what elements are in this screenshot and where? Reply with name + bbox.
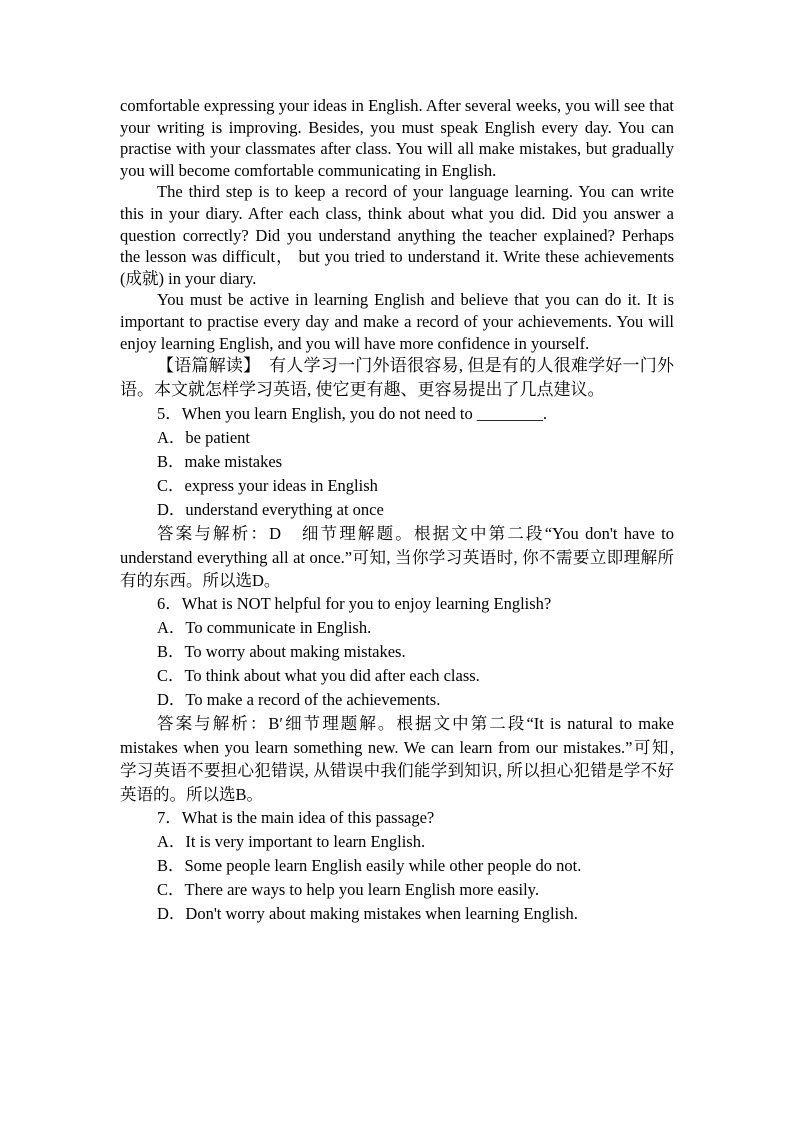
option: B．To worry about making mistakes. [157,642,406,662]
question-stem: 7．What is the main idea of this passage? [157,807,435,827]
answer-explanation: 答案与解析：D 细节理解题。根据文中第二段“You don't have to understand everything all at once.”可知, 当你学习英语时, 你不需要立即理解所有的东西。所以选D。 [120,524,674,590]
document-page [120,95,674,926]
option: C．To think about what you did after each class. [157,666,480,686]
question-stem: 5．When you learn English, you do not need to ________. [157,404,547,424]
option: D．Don't worry about making mistakes when learning English. [157,903,578,923]
option: A．be patient [157,428,251,448]
option: B．make mistakes [157,452,283,472]
option: C．express your ideas in English [157,476,378,496]
answer-explanation: 答案与解析：B′细节理题解。根据文中第二段“It is natural to make mistakes when you learn something new. We can learn from our mistakes.”可知, 学习英语不要担心犯错误, 从错误中我们能学到知识, 所以担心犯错是学不好英语的。所以选B。 [120,714,674,804]
option: D．understand everything at once [157,500,384,520]
passage-analysis: 【语篇解读】 有人学习一门外语很容易, 但是有的人很难学好一门外语。本文就怎样学习英语, 使它更有趣、更容易提出了几点建议。 [120,356,674,400]
option: A．It is very important to learn English. [157,831,426,851]
option: B．Some people learn English easily while other people do not. [157,855,582,875]
option: A．To communicate in English. [157,618,372,638]
passage-paragraph: You must be active in learning English and believe that you can do it. It is important to practise every day and make a record of your achievements. You will enjoy learning English, and you will have more confidence in yourself. [120,290,674,353]
option: D．To make a record of the achievements. [157,690,441,710]
passage-paragraph: comfortable expressing your ideas in English. After several weeks, you will see that your writing is improving. Besides, you must speak English every day. You can practise with your classmates after class. You will all make mistakes, but gradually you will become comfortable communicating in English. [120,96,674,180]
passage-paragraph: The third step is to keep a record of your language learning. You can write this in your diary. After each class, think about what you did. Did you answer a question correctly? Did you understand anything the teacher explained? Perhaps the lesson was difficult， but you tried to understand it. Write these achievements (成就) in your diary. [120,182,674,288]
question-stem: 6．What is NOT helpful for you to enjoy learning English? [157,594,552,614]
option: C．There are ways to help you learn English more easily. [157,879,539,899]
